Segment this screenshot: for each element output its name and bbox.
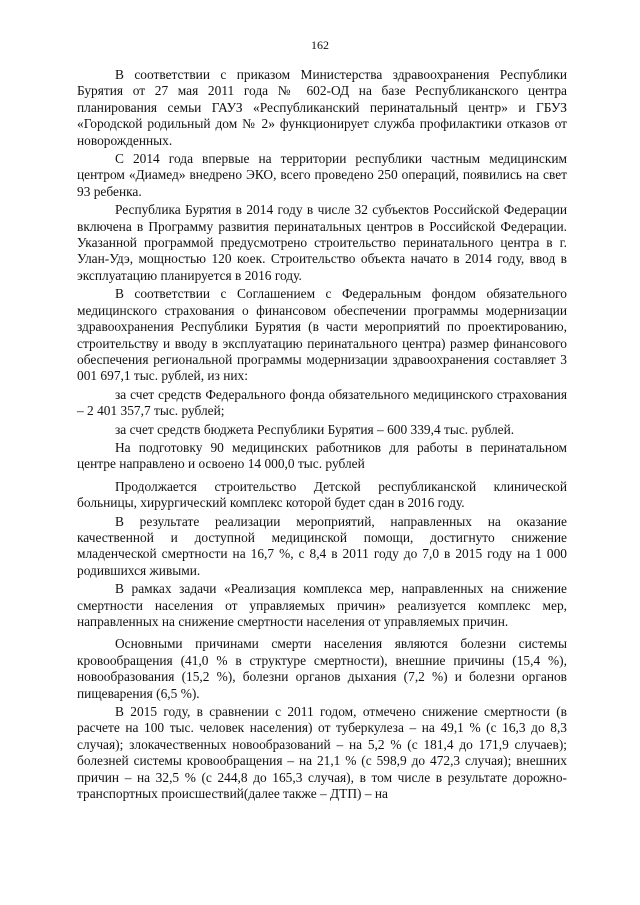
paragraph-causes-of-death: Основными причинами смерти населения являются болезни системы кровообращения (41,0 % в структуре смертности), внешние причины (15,4 %), новообразования (15,2 %), болезни органов дыхания (7,2 %) и болезни органов пищеварения (6,5 %).	[77, 636, 567, 701]
paragraph-staff-training: На подготовку 90 медицинских работников для работы в перинатальном центре направлено и освоено 14 000,0 тыс. рублей	[77, 439, 567, 472]
paragraph-modernization-funding: В соответствии с Соглашением с Федеральным фондом обязательного медицинского страхования о финансовом обеспечении программы модернизации здравоохранения Республики Бурятия (в части мероприятий по проектированию, строительству и вводу в эксплуатацию перинатального центра) размер финансового обеспечения региональной программы модернизации здравоохранения составляет 3 001 697,1 тыс. рублей, из них:	[77, 286, 567, 384]
paragraph-childrens-hospital: Продолжается строительство Детской республиканской клинической больницы, хирургический комплекс которой будет сдан в 2016 году.	[77, 478, 567, 511]
paragraph-mortality-measures: В рамках задачи «Реализация комплекса мер, направленных на снижение смертности населения от управляемых причин» реализуется комплекс мер, направленных на снижение смертности населения от управляемых причин.	[77, 581, 567, 629]
paragraph-perinatal-program: Республика Бурятия в 2014 году в числе 32 субъектов Российской Федерации включена в Программу развития перинатальных центров в Российской Федерации. Указанной программой предусмотрено строительство перинатального центра в г. Улан-Удэ, мощностью 120 коек. Строительство объекта начато в 2014 году, ввод в эксплуатацию планируется в 2016 году.	[77, 202, 567, 283]
document-body	[77, 67, 567, 804]
paragraph-republic-budget: за счет средств бюджета Республики Бурятия – 600 339,4 тыс. рублей.	[115, 421, 515, 437]
paragraph-federal-fund: за счет средств Федерального фонда обязательного медицинского страхования – 2 401 357,7 тыс. рублей;	[77, 386, 567, 419]
page-number: 162	[311, 38, 329, 52]
paragraph-abandonment-prevention: В соответствии с приказом Министерства здравоохранения Республики Бурятия от 27 мая 2011 года № 602-ОД на базе Республиканского центра планирования семьи ГАУЗ «Республиканский перинатальный центр» и ГБУЗ «Городской родильный дом № 2» функционирует служба профилактики отказов от новорожденных.	[77, 67, 567, 148]
paragraph-mortality-decrease: В 2015 году, в сравнении с 2011 годом, отмечено снижение смертности (в расчете на 100 тыс. человек населения) от туберкулеза – на 49,1 % (с 16,3 до 8,3 случая); злокачественных новообразований – на 5,2 % (с 181,4 до 171,9 случаев); болезней системы кровообращения – на 21,1 % (с 598,9 до 472,3 случая); внешних причин – на 32,5 % (с 244,8 до 165,3 случая), в том числе в результате дорожно-транспортных происшествий(далее также – ДТП) – на	[77, 704, 567, 802]
paragraph-ivf: С 2014 года впервые на территории республики частным медицинским центром «Диамед» внедрено ЭКО, всего проведено 250 операций, появились на свет 93 ребенка.	[77, 151, 567, 199]
paragraph-infant-mortality: В результате реализации мероприятий, направленных на оказание качественной и доступной медицинской помощи, достигнуто снижение младенческой смертности на 16,7 %, с 8,4 в 2011 году до 7,0 в 2015 году на 1 000 родившихся живыми.	[77, 513, 567, 578]
